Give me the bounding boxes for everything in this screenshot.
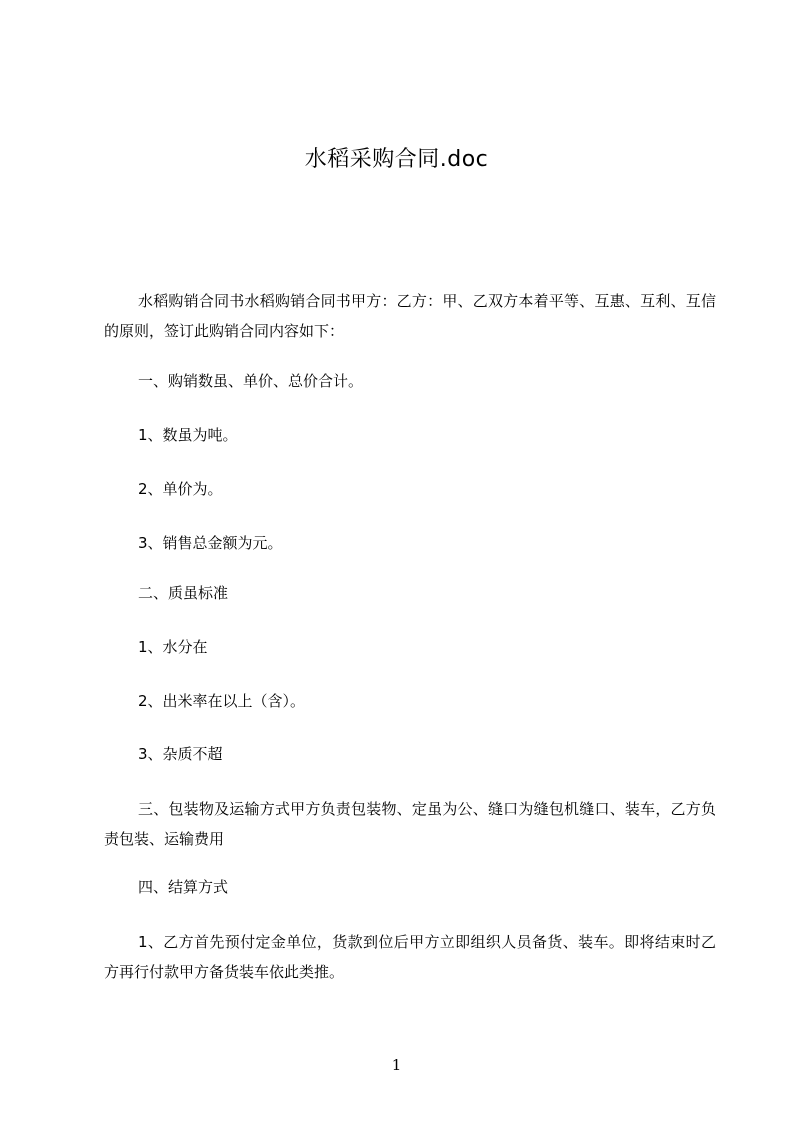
list-item: 2、单价为。: [138, 480, 223, 498]
section-paragraph-4-1: 1、乙方首先预付定金单位，货款到位后甲方立即组织人员备货、装车。即将结束时乙方再行付款甲方备货装车依此类推。: [104, 933, 716, 981]
section-heading-4: 四、结算方式: [138, 878, 229, 896]
list-item: 1、数虽为吨。: [138, 426, 238, 444]
list-item: 2、出米率在以上（含）。: [138, 692, 306, 710]
paragraph-intro: 水稻购销合同书水稻购销合同书甲方：乙方：甲、乙双方本着平等、互惠、互利、互信的原则，签订此购销合同内容如下：: [104, 292, 716, 340]
list-item: 3、杂质不超: [138, 745, 223, 763]
document-title: 水稻采购合同.doc: [304, 147, 489, 172]
list-item: 3、销售总金额为元。: [138, 534, 283, 552]
list-item: 1、水分在: [138, 638, 208, 656]
section-paragraph-3: 三、包装物及运输方式甲方负责包装物、定虽为公、缝口为缝包机缝口、装车，乙方负责包装、运输费用: [104, 800, 716, 848]
section-heading-1: 一、购销数虽、单价、总价合计。: [138, 372, 364, 390]
section-heading-2: 二、质虽标准: [138, 584, 229, 602]
page-number: 1: [391, 1056, 402, 1074]
